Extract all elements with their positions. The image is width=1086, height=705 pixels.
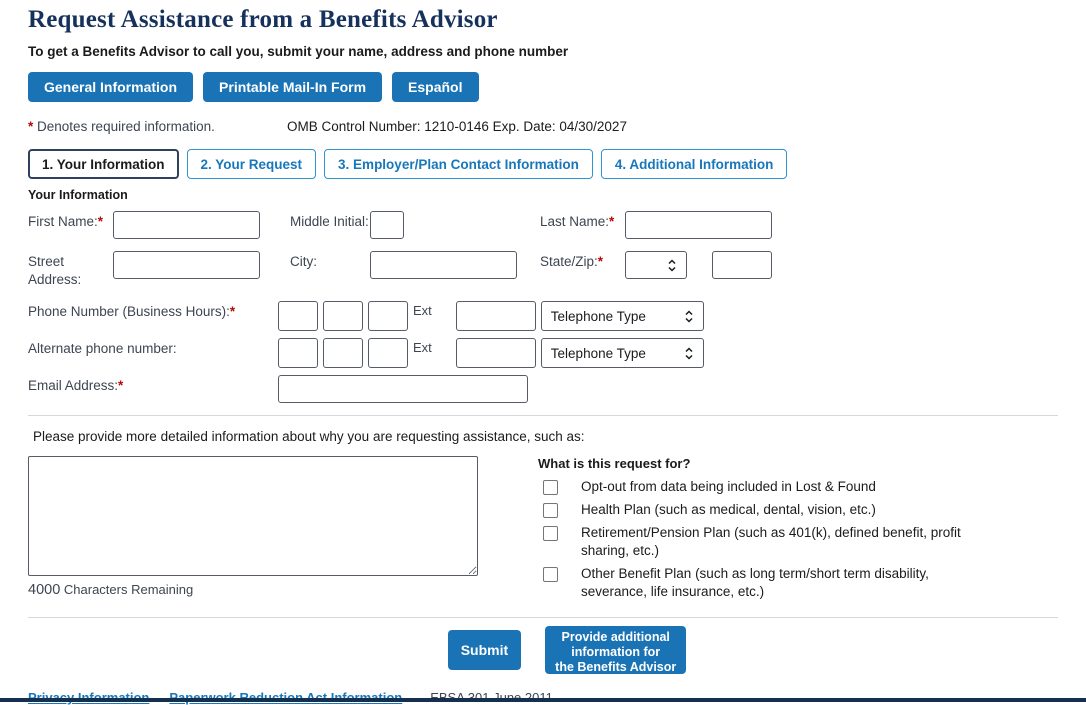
alt-phone-row bbox=[28, 338, 1058, 368]
select-unfold-icon bbox=[684, 309, 694, 324]
your-information-heading: Your Information bbox=[28, 188, 128, 202]
name-row bbox=[28, 211, 1058, 239]
alt-phone-line-input[interactable] bbox=[368, 338, 408, 368]
printable-mail-in-form-button[interactable]: Printable Mail-In Form bbox=[203, 72, 382, 102]
provide-additional-information-button[interactable]: Provide additional information for the Benefits Advisor bbox=[545, 626, 686, 674]
tab-your-information[interactable]: 1. Your Information bbox=[28, 149, 179, 179]
last-name-required-asterisk: * bbox=[609, 214, 615, 229]
phone-telephone-type-select[interactable] bbox=[541, 301, 704, 331]
alt-phone-ext-input[interactable] bbox=[456, 338, 536, 368]
characters-remaining-count: 4000 bbox=[28, 582, 61, 599]
phone-label: Phone Number (Business Hours):* bbox=[28, 304, 236, 320]
omb-control-text: OMB Control Number: 1210-0146 Exp. Date: 04/30/2027 bbox=[287, 119, 627, 134]
request-details-columns bbox=[28, 456, 1058, 605]
characters-remaining-text: Characters Remaining bbox=[63, 582, 194, 598]
last-name-label: Last Name:* bbox=[540, 214, 615, 229]
espanol-button[interactable]: Español bbox=[392, 72, 478, 102]
bottom-edge-bar bbox=[0, 698, 1086, 702]
opt-out-checkbox[interactable] bbox=[543, 480, 558, 495]
email-row bbox=[28, 375, 1058, 403]
last-name-input[interactable] bbox=[625, 211, 772, 239]
request-details-prompt: Please provide more detailed information about why you are requesting assistance, such as: bbox=[33, 429, 585, 445]
section-divider bbox=[28, 617, 1058, 618]
phone-ext-label: Ext bbox=[413, 303, 432, 319]
state-zip-label: State/Zip:* bbox=[540, 254, 604, 269]
alt-phone-telephone-type-value: Telephone Type bbox=[550, 345, 646, 361]
select-unfold-icon bbox=[667, 258, 677, 273]
city-input[interactable] bbox=[370, 251, 517, 279]
meta-row bbox=[28, 119, 1058, 134]
form-step-tabs bbox=[28, 149, 1058, 179]
other-benefit-plan-checkbox[interactable] bbox=[543, 567, 558, 582]
state-zip-required-asterisk: * bbox=[597, 254, 604, 269]
tab-additional-information[interactable]: 4. Additional Information bbox=[601, 149, 788, 179]
phone-prefix-input[interactable] bbox=[323, 301, 363, 331]
middle-initial-input[interactable] bbox=[370, 211, 404, 239]
alt-phone-telephone-type-select[interactable] bbox=[541, 338, 704, 368]
city-label: City: bbox=[290, 254, 317, 269]
tab-employer-plan-contact-information[interactable]: 3. Employer/Plan Contact Information bbox=[324, 149, 593, 179]
first-name-input[interactable] bbox=[113, 211, 260, 239]
phone-row bbox=[28, 301, 1058, 331]
other-benefit-plan-label[interactable]: Other Benefit Plan (such as long term/short term disability, severance, life insurance, etc.) bbox=[581, 565, 929, 599]
opt-out-label[interactable]: Opt-out from data being included in Lost & Found bbox=[581, 479, 876, 495]
characters-remaining bbox=[28, 582, 478, 598]
page-subtitle: To get a Benefits Advisor to call you, submit your name, address and phone number bbox=[28, 44, 569, 59]
required-note bbox=[28, 119, 287, 134]
submit-row bbox=[28, 626, 1058, 674]
email-label: Email Address:* bbox=[28, 378, 124, 394]
retirement-pension-plan-checkbox[interactable] bbox=[543, 526, 558, 541]
submit-button[interactable]: Submit bbox=[448, 630, 521, 670]
section-divider bbox=[28, 415, 1058, 416]
request-for-option bbox=[538, 565, 1018, 601]
zip-input[interactable] bbox=[712, 251, 772, 279]
phone-telephone-type-value: Telephone Type bbox=[550, 308, 646, 324]
general-information-button[interactable]: General Information bbox=[28, 72, 193, 102]
address-row bbox=[28, 251, 1058, 289]
street-address-input[interactable] bbox=[113, 251, 260, 279]
phone-required-asterisk: * bbox=[229, 304, 236, 320]
middle-initial-label: Middle Initial: bbox=[290, 214, 369, 229]
health-plan-label[interactable]: Health Plan (such as medical, dental, vision, etc.) bbox=[581, 502, 876, 518]
required-note-text: Denotes required information. bbox=[37, 119, 215, 134]
request-details-textarea[interactable] bbox=[28, 456, 478, 576]
phone-ext-input[interactable] bbox=[456, 301, 536, 331]
request-for-heading: What is this request for? bbox=[538, 456, 691, 472]
select-unfold-icon bbox=[684, 346, 694, 361]
header-action-buttons bbox=[28, 72, 1058, 102]
street-address-label: Street Address: bbox=[28, 254, 82, 288]
first-name-required-asterisk: * bbox=[97, 214, 104, 229]
alt-phone-label: Alternate phone number: bbox=[28, 341, 177, 357]
request-for-column bbox=[538, 456, 1018, 605]
email-input[interactable] bbox=[278, 375, 528, 403]
details-textarea-column bbox=[28, 456, 478, 598]
page-title: Request Assistance from a Benefits Advisor bbox=[28, 6, 498, 33]
health-plan-checkbox[interactable] bbox=[543, 503, 558, 518]
required-asterisk: * bbox=[28, 119, 34, 134]
tab-your-request[interactable]: 2. Your Request bbox=[187, 149, 317, 179]
phone-area-code-input[interactable] bbox=[278, 301, 318, 331]
alt-phone-area-code-input[interactable] bbox=[278, 338, 318, 368]
request-for-option bbox=[538, 524, 1018, 560]
retirement-pension-plan-label[interactable]: Retirement/Pension Plan (such as 401(k), defined benefit, profit sharing, etc.) bbox=[581, 525, 961, 558]
alt-phone-prefix-input[interactable] bbox=[323, 338, 363, 368]
email-required-asterisk: * bbox=[118, 378, 124, 394]
alt-phone-ext-label: Ext bbox=[413, 340, 432, 356]
request-for-option bbox=[538, 501, 1018, 519]
state-select[interactable] bbox=[625, 251, 687, 279]
first-name-label: First Name:* bbox=[28, 214, 104, 229]
phone-line-input[interactable] bbox=[368, 301, 408, 331]
request-for-option bbox=[538, 478, 1018, 496]
